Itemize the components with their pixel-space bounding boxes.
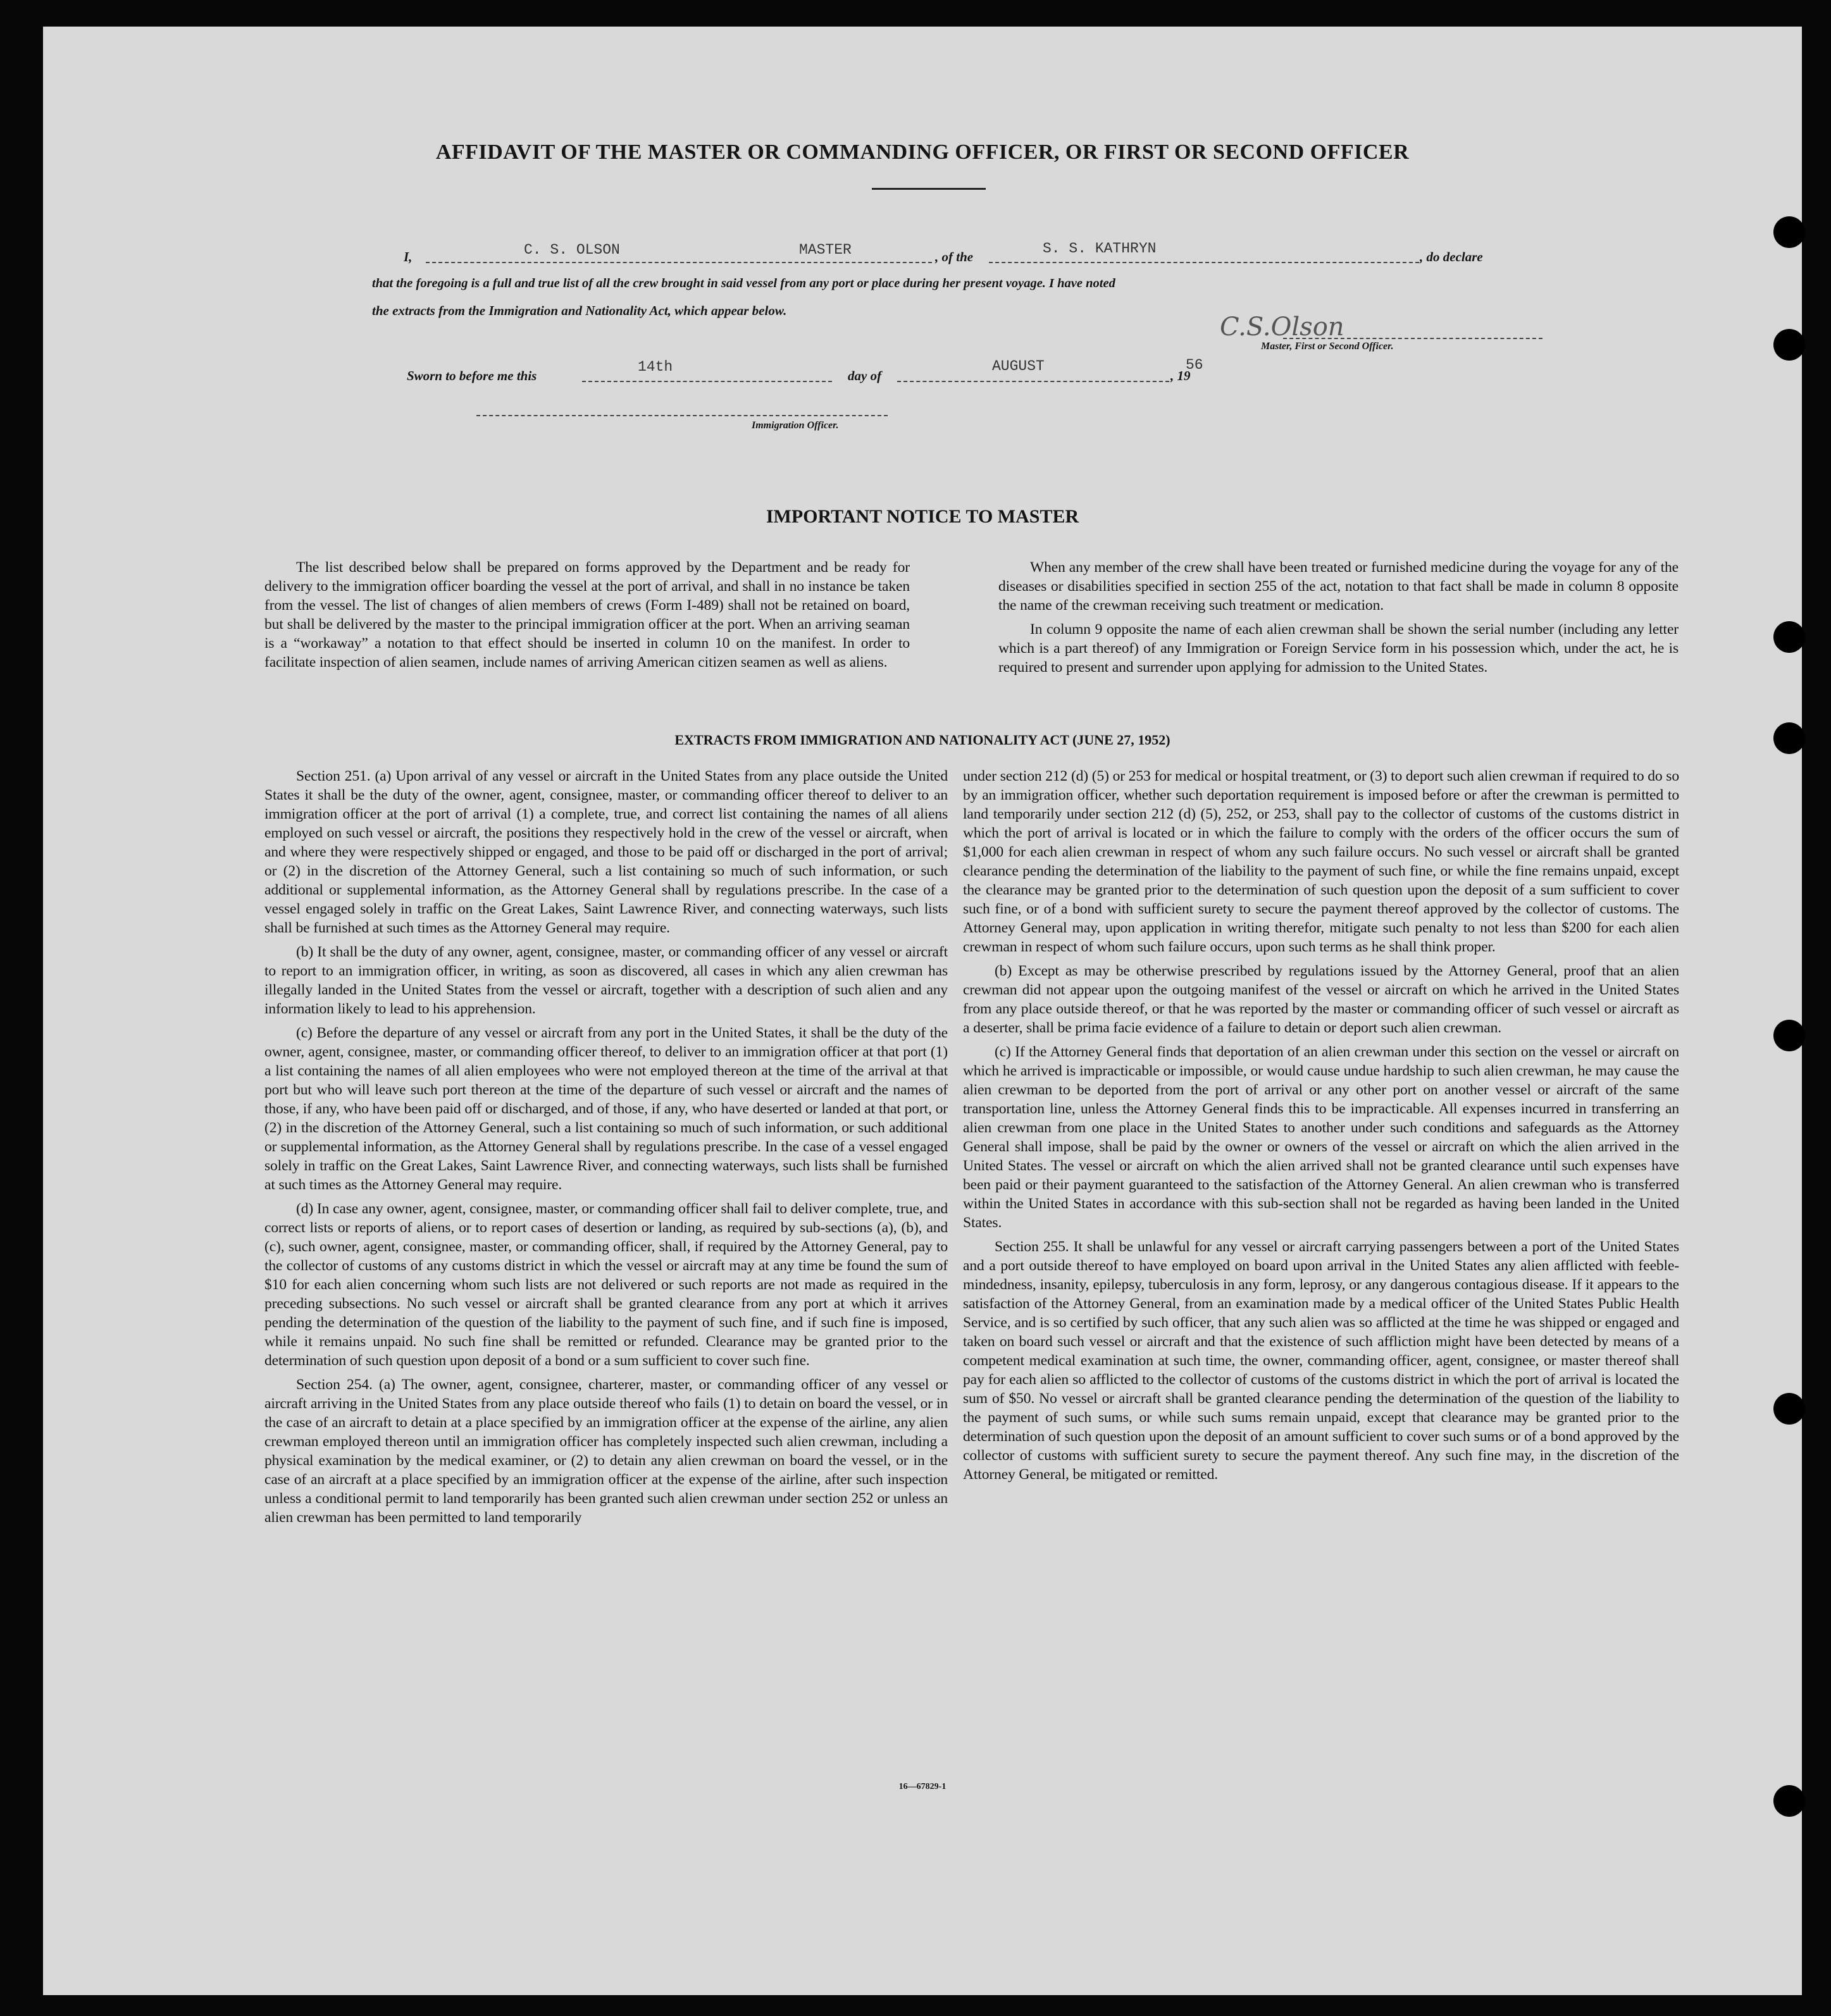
declaration-text-line2: that the foregoing is a full and true list of all the crew brought in said vessel from any port or place during her present voyage. I have noted xyxy=(372,276,1115,290)
section-251-c: (c) Before the departure of any vessel or aircraft from any port in the United States, it shall be the duty of the owner, agent, consignee, master, or commanding officer thereof, to deliver to an immigration officer at that port (1) a list containing the names of all alien employees who were not employed thereon at the time of the arrival at that port but who will leave such port thereon at the time of the departure of such vessel or aircraft and the names of those, if any, who have been paid off or discharged, and of those, if any, who have deserted or landed at that port, or (2) in the discretion of the Attorney General, such a list containing so much of such information, or such additional or supplemental information, as the Attorney General shall by regulations prescribe. In the case of a vessel engaged solely in traffic on the Great Lakes, Saint Lawrence River, and connecting waterways, such lists shall be furnished at such times as the Attorney General may require. xyxy=(264,1025,948,1193)
notice-right-column xyxy=(998,558,1679,682)
day-of-label: day of xyxy=(848,368,882,383)
of-the-label: , of the xyxy=(935,249,974,264)
notice-left-column xyxy=(264,558,910,677)
binder-hole xyxy=(1773,329,1805,361)
section-254-b: (b) Except as may be otherwise prescribed by regulations issued by the Attorney General, proof that an alien crewman did not appear upon the outgoing manifest of the vessel or aircraft on which he arrived in the United States from any place outside thereof, or that he was reported by the master or commanding officer of such vessel or aircraft as a deserter, shall be prima facie evidence of a failure to detain or deport such alien crewman. xyxy=(963,963,1679,1036)
year-prefix-label: , 19 xyxy=(1170,368,1191,383)
binder-hole xyxy=(1773,1393,1805,1425)
name-line xyxy=(426,262,932,263)
immigration-officer-caption: Immigration Officer. xyxy=(752,420,839,431)
sworn-month-line xyxy=(897,381,1169,382)
notice-left-paragraph: The list described below shall be prepared on forms approved by the Department and be ready for delivery to the immigration officer boarding the vessel at the port of arrival, and shall in no instance be taken from the vessel. The list of changes of alien members of crews (Form I-489) shall not be retained on board, but shall be delivered by the master to the principal immigration officer at the port. When an arriving seaman is a “workaway” a notation to that effect should be inserted in column 10 on the manifest. In order to facilitate inspection of alien seamen, include names of arriving American citizen seamen as well as aliens. xyxy=(264,559,910,671)
form-number: 16—67829-1 xyxy=(898,1782,947,1791)
binder-hole xyxy=(1773,621,1805,653)
notice-title: IMPORTANT NOTICE TO MASTER xyxy=(766,506,1079,527)
extracts-left-column xyxy=(264,767,948,1532)
extracts-right-column xyxy=(963,767,1679,1489)
section-254-a: Section 254. (a) The owner, agent, consignee, charterer, master, or commanding officer of any vessel or aircraft arriving in the United States from any place outside thereof who fails (1) to detain on board the vessel, or in the case of an aircraft to detain at a place specified by an immigration officer at the expense of the airline, any alien crewman employed thereon until an immigration officer has completely inspected such alien crewman, including a physical examination by the medical examiner, or (2) to detain any alien crewman on board the vessel, or in the case of an aircraft at a place specified by an immigration officer at the expense of the airline, after such inspection unless a conditional permit to land temporarily has been granted such alien crewman under section 252 or unless an alien crewman has been permitted to land temporarily xyxy=(264,1376,948,1526)
notice-right-paragraph-2: In column 9 opposite the name of each alien crewman shall be shown the serial number (including any letter which is a part thereof) of any Immigration or Foreign Service form in his possession which, under the act, he is required to present and surrender upon applying for admission to the United States. xyxy=(998,621,1679,676)
sworn-month-value: AUGUST xyxy=(992,358,1045,374)
section-251-a: Section 251. (a) Upon arrival of any vessel or aircraft in the United States from any place outside the United States it shall be the duty of the owner, agent, consignee, master, or commanding officer thereof to deliver to an immigration officer at the port of arrival (1) a complete, true, and correct list containing the names of all aliens employed on such vessel or aircraft, the positions they respectively hold in the crew of the vessel or aircraft, when and where they were respectively shipped or engaged, and those to be paid off or discharged in the port of arrival; or (2) in the discretion of the Attorney General, such a list containing so much of such information, or such additional or supplemental information, as the Attorney General shall by regulations prescribe. In the case of a vessel engaged solely in traffic on the Great Lakes, Saint Lawrence River, and connecting waterways, such lists shall be furnished at such times as the Attorney General may require. xyxy=(264,768,948,936)
sworn-year-value: 56 xyxy=(1186,357,1203,373)
binder-hole xyxy=(1773,1785,1805,1817)
signature-caption: Master, First or Second Officer. xyxy=(1261,341,1394,352)
notice-right-paragraph-1: When any member of the crew shall have been treated or furnished medicine during the voyage for any of the diseases or disabilities specified in section 255 of the act, notation to that fact shall be made in column 8 opposite the name of the crewman receiving such treatment or medication. xyxy=(998,559,1679,614)
section-255: Section 255. It shall be unlawful for any vessel or aircraft carrying passengers between a port of the United States and a port outside thereof to have employed on board upon arrival in the United States any alien afflicted with feeble-mindedness, insanity, epilepsy, tuberculosis in any form, leprosy, or any dangerous contagious disease. If it appears to the satisfaction of the Attorney General, from an examination made by a medical officer of the United States Public Health Service, and is so certified by such officer, that any such alien was so afflicted at the time he was shipped or engaged and taken on board such vessel or aircraft and that the existence of such affliction might have been detected by means of a competent medical examination at such time, the owner, commanding officer, agent, consignee, or master thereof shall pay for each alien so afflicted to the collector of customs of the customs district in which the port of arrival is located the sum of $50. No vessel or aircraft shall be granted clearance pending the determination of the question of the liability to the payment of such sums, or while such sums remain unpaid, except that clearance may be granted prior to the determination of such question upon the deposit of an amount sufficient to cover such sums or of a bond approved by the collector of customs with sufficient surety to secure the payment thereof. Any such fine may, in the discretion of the Attorney General, be mitigated or remitted. xyxy=(963,1239,1679,1483)
vessel-line xyxy=(989,262,1419,263)
section-251-d: (d) In case any owner, agent, consignee, master, or commanding officer shall fail to deliver complete, true, and correct lists or reports of aliens, or to report cases of desertion or landing, as required by sub-sections (a), (b), and (c), such owner, agent, consignee, master, or commanding officer, shall, if required by the Attorney General, pay to the collector of customs of any customs district in which the vessel or aircraft may at any time be found the sum of $10 for each alien concerning whom such lists are not delivered or such reports are not made as required in the preceding subsections. No such vessel or aircraft shall be granted clearance from any port at which it arrives pending the determination of the question of the liability to the payment of such fine, and if such fine is imposed, while it remains unpaid. No such fine shall be remitted or refunded. Clearance may be granted prior to the determination of such question upon deposit of a bond or a sum sufficient to cover such fine. xyxy=(264,1201,948,1369)
sworn-day-line xyxy=(582,381,832,382)
immigration-officer-line xyxy=(476,415,888,416)
document-page xyxy=(43,27,1802,1995)
vessel-name-value: S. S. KATHRYN xyxy=(1043,240,1157,257)
page-title: AFFIDAVIT OF THE MASTER OR COMMANDING OFFICER, OR FIRST OR SECOND OFFICER xyxy=(435,140,1410,164)
section-251-b: (b) It shall be the duty of any owner, agent, consignee, master, or commanding officer of any vessel or aircraft to report to an immigration officer, in writing, as soon as discovered, all cases in which any alien crewman has illegally landed in the United States from the vessel or aircraft, together with a description of such alien and any information likely to lead to his apprehension. xyxy=(264,944,948,1017)
section-254-a-continued: under section 212 (d) (5) or 253 for medical or hospital treatment, or (3) to deport such alien crewman if required to do so by an immigration officer, whether such deportation requirement is imposed before or after the crewman is permitted to land temporarily under section 212 (d) (5), 252, or 253, shall pay to the collector of customs of the customs district in which the port of arrival is located or in which the failure to comply with the orders of the officer occurs the sum of $1,000 for each alien crewman in respect of whom any such failure occurs. No such vessel or aircraft shall be granted clearance pending the determination of the liability to the payment of such fine, or while the fine remains unpaid, except the clearance may be granted prior to the determination of such question upon the deposit of a sum sufficient to cover such fine, or of a bond with sufficient surety to secure the payment thereof approved by the collector of customs. The Attorney General may, upon application in writing therefor, mitigate such penalty to not less than $200 for each alien crewman in respect of whom such failure occurs, upon such terms as he shall think proper. xyxy=(963,768,1679,955)
sworn-day-value: 14th xyxy=(638,359,673,375)
section-254-c: (c) If the Attorney General finds that deportation of an alien crewman under this section on the vessel or aircraft on which he arrived is impracticable or impossible, or would cause undue hardship to such alien crewman, he may cause the alien crewman to be deported from the port of arrival or any other port on another vessel or aircraft of the same transportation line, unless the Attorney General finds this to be impracticable. All expenses incurred in transferring an alien crewman from one place in the United States to another under such conditions and safeguards as the Attorney General shall impose, shall be paid by the owner or owners of the vessel or aircraft on which the alien arrived in the United States. The vessel or aircraft on which the alien arrived shall not be granted clearance until such expenses have been paid or their payment guaranteed to the satisfaction of the Attorney General. An alien crewman who is transferred within the United States in accordance with this sub-section shall not be regarded as having been landed in the United States. xyxy=(963,1044,1679,1231)
i-label: I, xyxy=(404,249,413,264)
binder-hole xyxy=(1773,216,1805,248)
signature-line xyxy=(1283,338,1542,339)
master-name-value: C. S. OLSON xyxy=(524,242,620,258)
rank-value: MASTER xyxy=(799,242,852,258)
extracts-title: EXTRACTS FROM IMMIGRATION AND NATIONALITY ACT (JUNE 27, 1952) xyxy=(674,732,1170,748)
binder-hole xyxy=(1773,722,1805,754)
title-divider xyxy=(872,188,986,190)
do-declare-label: , do declare xyxy=(1420,249,1483,264)
binder-hole xyxy=(1773,1020,1805,1051)
master-signature: C.S.Olson xyxy=(1220,312,1344,342)
declaration-text-line3: the extracts from the Immigration and Nationality Act, which appear below. xyxy=(372,303,787,318)
sworn-label: Sworn to before me this xyxy=(407,368,537,383)
